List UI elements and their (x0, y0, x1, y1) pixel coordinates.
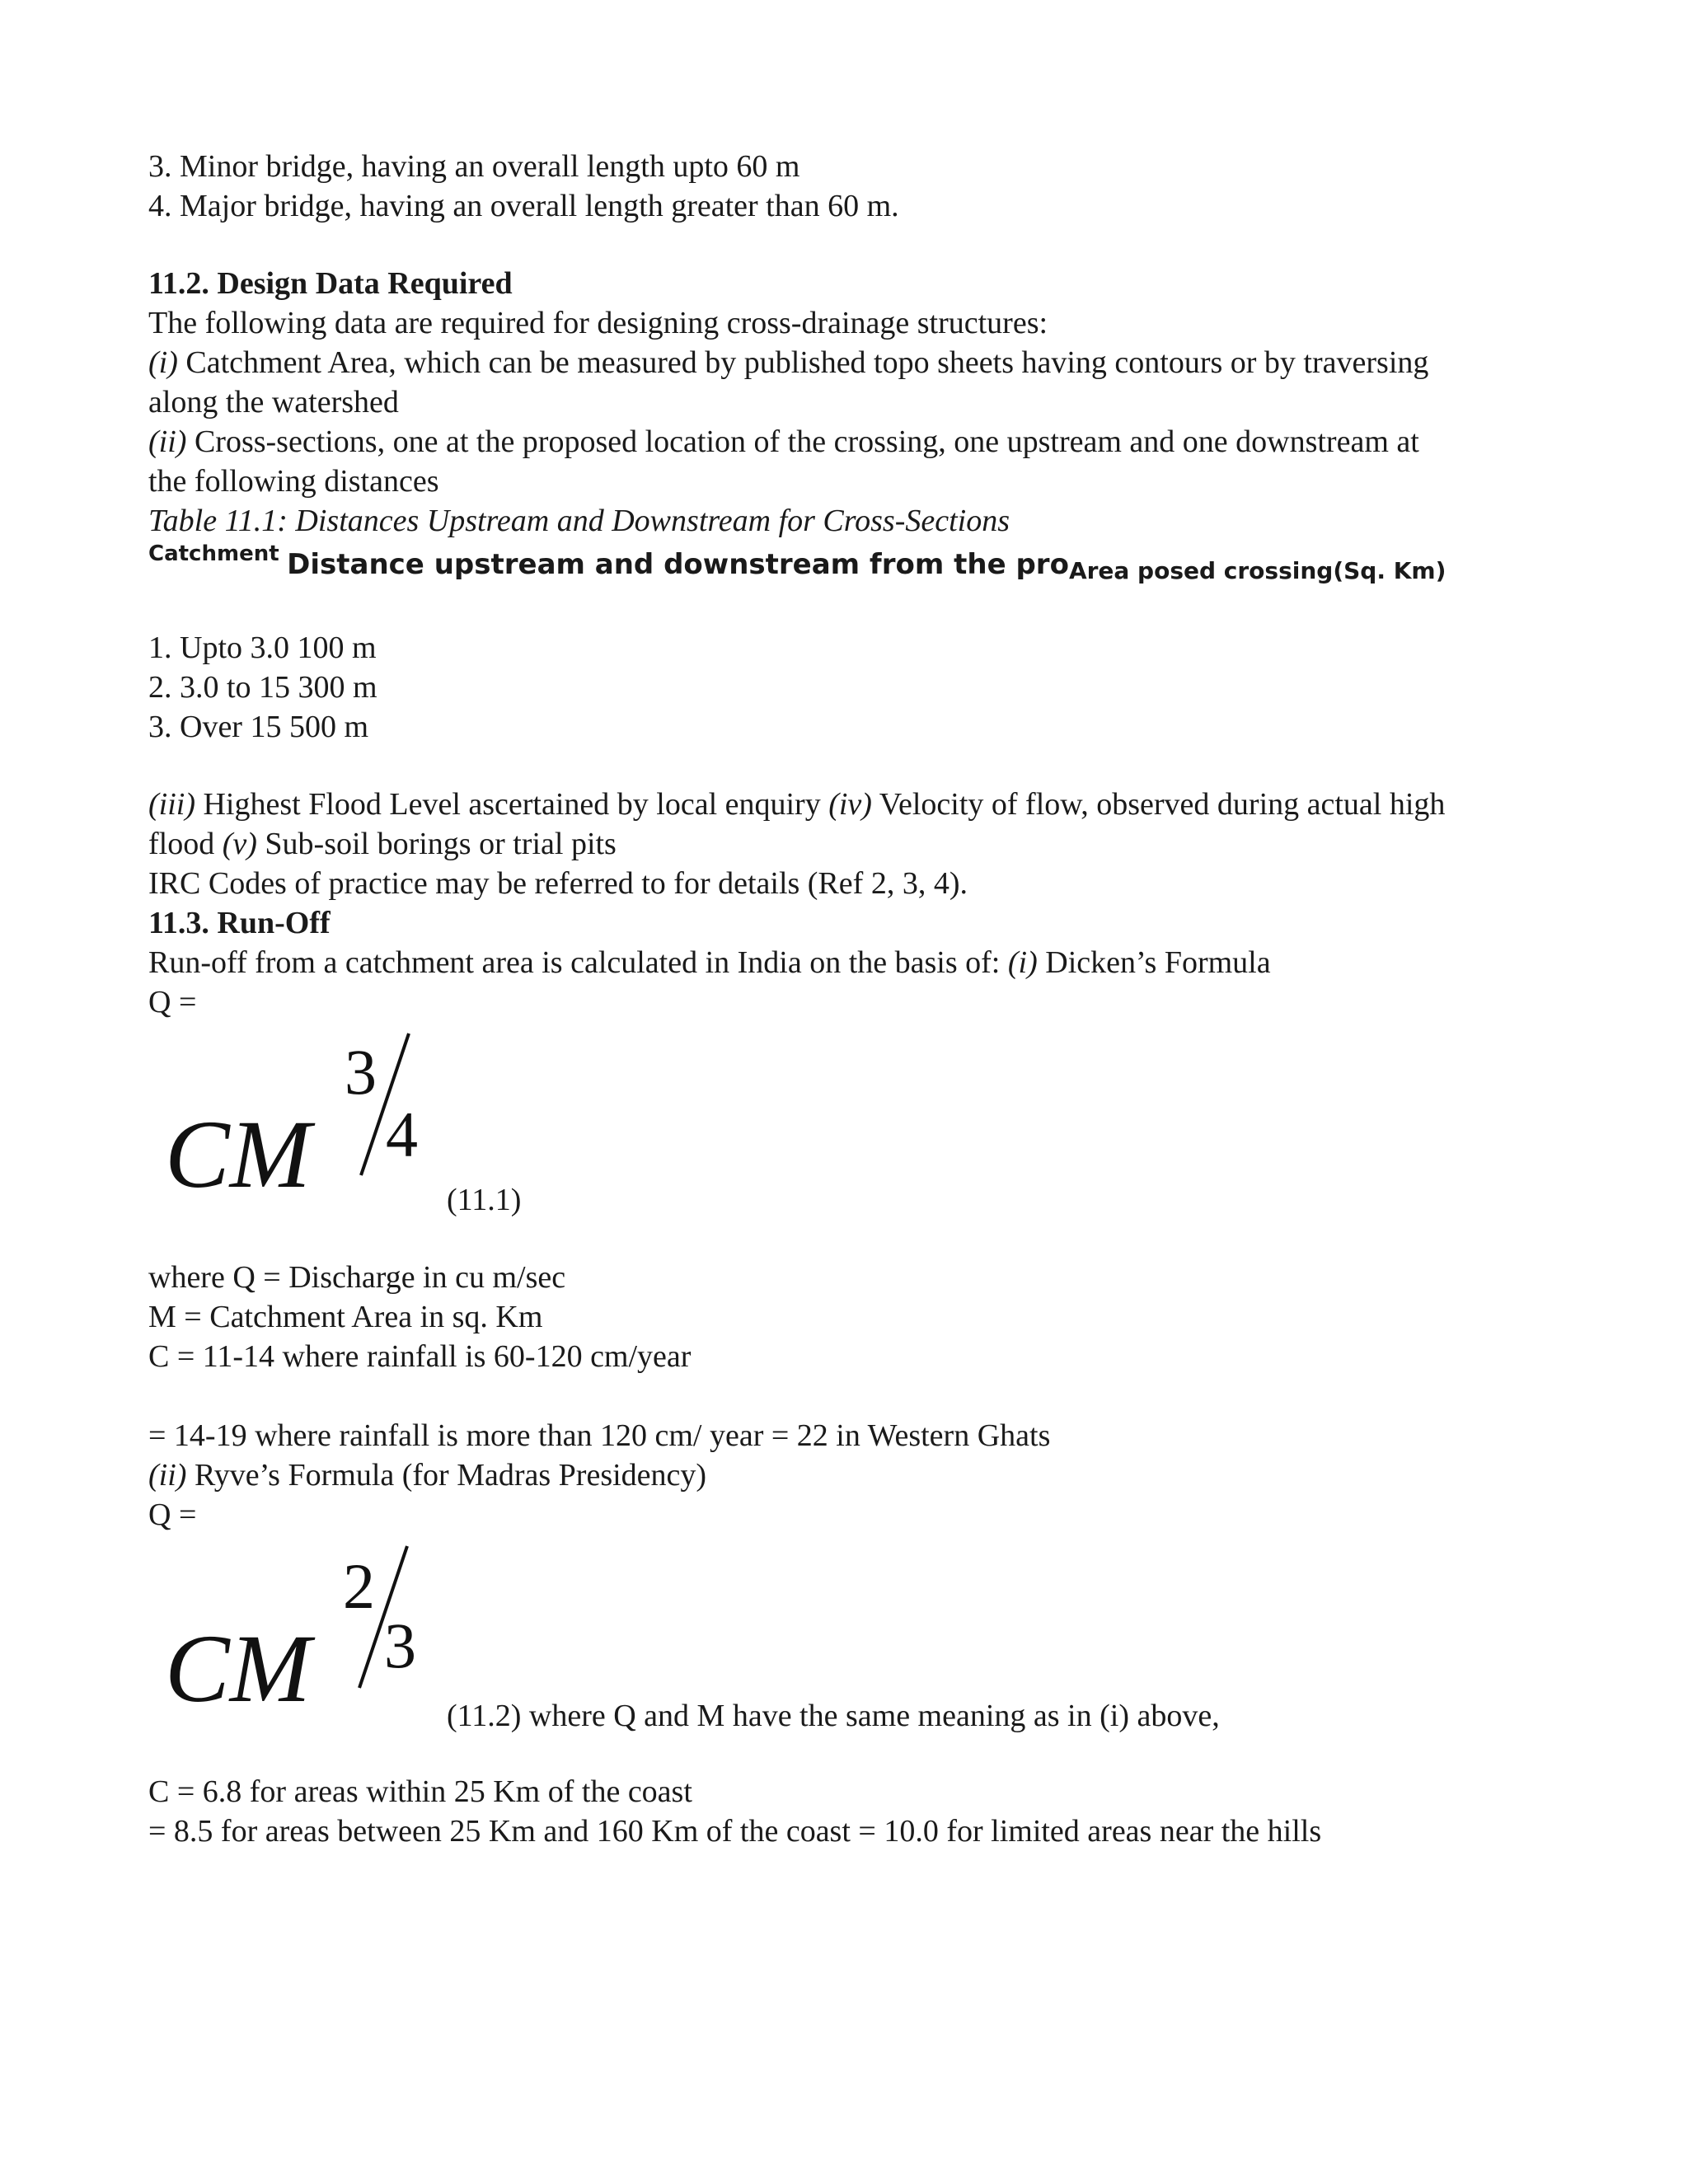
formula-ryve (165, 1543, 462, 1722)
paragraph-cross-sections (148, 422, 1419, 462)
item-text: Sub-soil borings or trial pits (256, 827, 617, 861)
item-label: (ii) (148, 1458, 187, 1493)
paragraph-catchment-cont: along the watershed (148, 385, 399, 419)
formula-denominator: 3 (384, 1610, 416, 1681)
section-heading-run-off: 11.3. Run-Off (148, 906, 331, 940)
formula-base: CM (165, 1100, 311, 1208)
table-header-area: Area posed crossing(Sq. Km) (1068, 557, 1447, 584)
formula-denominator: 4 (386, 1099, 418, 1170)
table-row-3: 3. Over 15 500 m (148, 710, 369, 744)
formula-dicken (165, 1030, 462, 1208)
equation-lhs-1: Q = (148, 985, 197, 1019)
table-header (148, 541, 1446, 589)
item-text: Dicken’s Formula (1037, 945, 1271, 980)
item-label: (v) (222, 827, 257, 861)
section-heading-design-data: 11.2. Design Data Required (148, 266, 513, 301)
paragraph-irc-codes: IRC Codes of practice may be referred to for details (Ref 2, 3, 4). (148, 866, 968, 901)
definition-c: C = 11-14 where rainfall is 60-120 cm/year (148, 1339, 692, 1374)
formula-numerator: 2 (343, 1550, 375, 1622)
item-text: Run-off from a catchment area is calculated in India on the basis of: (148, 945, 1008, 980)
item-label: (iii) (148, 787, 195, 822)
table-caption: Table 11.1: Distances Upstream and Downstream for Cross-Sections (148, 504, 1010, 538)
paragraph-flood-level-cont (148, 824, 617, 864)
coefficient-coast-cont: = 8.5 for areas between 25 Km and 160 Km of the coast = 10.0 for limited areas near the hills (148, 1814, 1322, 1849)
paragraph-ryve (148, 1455, 706, 1495)
definition-c-cont: = 14-19 where rainfall is more than 120 cm/ year = 22 in Western Ghats (148, 1418, 1051, 1453)
item-label: (iv) (828, 787, 872, 822)
paragraph-intro: The following data are required for designing cross-drainage structures: (148, 306, 1048, 340)
list-item-minor-bridge: 3. Minor bridge, having an overall length upto 60 m (148, 149, 800, 184)
paragraph-cross-sections-cont: the following distances (148, 464, 439, 499)
definition-m: M = Catchment Area in sq. Km (148, 1300, 543, 1334)
equation-number-2: (11.2) where Q and M have the same meaning as in (i) above, (447, 1699, 1220, 1733)
paragraph-flood-level (148, 785, 1445, 824)
table-header-distance: Distance upstream and downstream from the pro (287, 548, 1069, 581)
item-text: flood (148, 827, 223, 861)
table-header-catchment: Catchment (148, 541, 279, 566)
item-text: Ryve’s Formula (for Madras Presidency) (186, 1458, 707, 1493)
item-text: Velocity of flow, observed during actual high (871, 787, 1446, 822)
formula-numerator: 3 (345, 1036, 377, 1108)
paragraph-run-off (148, 943, 1271, 982)
item-text: Cross-sections, one at the proposed location of the crossing, one upstream and one downstream at (186, 424, 1419, 459)
equation-number-1: (11.1) (447, 1183, 522, 1217)
formula-base: CM (165, 1615, 311, 1722)
paragraph-catchment (148, 343, 1428, 382)
item-label: (ii) (148, 424, 187, 459)
table-row-1: 1. Upto 3.0 100 m (148, 630, 377, 665)
item-text: Catchment Area, which can be measured by published topo sheets having contours or by traversing (177, 345, 1429, 380)
equation-lhs-2: Q = (148, 1497, 197, 1532)
table-row-2: 2. 3.0 to 15 300 m (148, 670, 377, 705)
item-label: (i) (1007, 945, 1038, 980)
item-label: (i) (148, 345, 178, 380)
item-text: Highest Flood Level ascertained by local enquiry (195, 787, 829, 822)
definition-q: where Q = Discharge in cu m/sec (148, 1260, 566, 1295)
list-item-major-bridge: 4. Major bridge, having an overall length greater than 60 m. (148, 189, 899, 223)
coefficient-coast: C = 6.8 for areas within 25 Km of the coast (148, 1774, 692, 1809)
